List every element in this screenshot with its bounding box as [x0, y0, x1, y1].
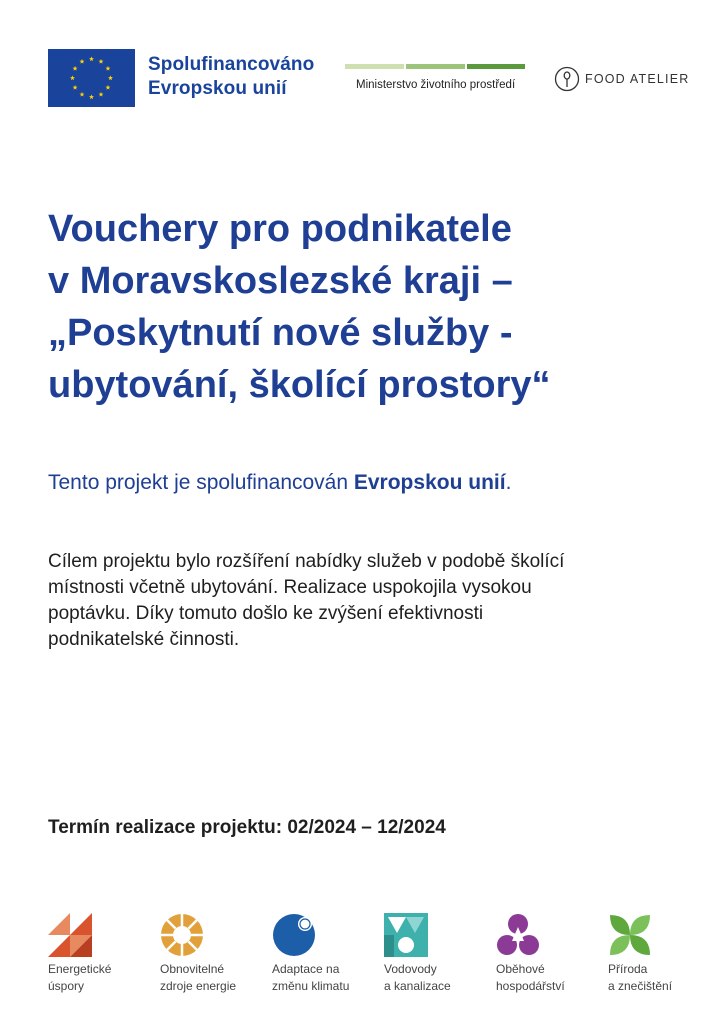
topic-label	[384, 961, 451, 995]
eu-star	[70, 75, 75, 80]
eu-label-line1: Spolufinancováno	[148, 54, 315, 75]
food-atelier-name: FOOD ATELIER	[585, 72, 690, 86]
spoon-icon	[554, 66, 580, 92]
eu-star	[73, 66, 78, 71]
topic-icons-row	[0, 905, 722, 1015]
cofunding-statement	[48, 471, 511, 495]
topic-label	[272, 961, 349, 995]
ministry-name: Ministerstvo životního prostředí	[356, 79, 516, 91]
eu-star	[73, 85, 78, 90]
energy-savings-icon	[48, 913, 92, 957]
renewable-energy-icon	[160, 913, 204, 957]
ministry-logo	[345, 64, 525, 104]
topic-label-line2: hospodářství	[496, 979, 565, 993]
topic-renewable-energy	[160, 905, 272, 1005]
topic-label-line1: Adaptace na	[272, 962, 340, 976]
eu-label-line2: Evropskou unií	[148, 78, 287, 99]
title-line1: Vouchery pro podnikatele	[48, 208, 512, 250]
topic-label-line2: úspory	[48, 979, 85, 993]
topic-label	[496, 961, 565, 995]
cofunding-emphasis: Evropskou unií	[353, 471, 506, 494]
topic-label-line1: Obnovitelné	[160, 962, 225, 976]
description-line3: poptávku. Díky tomuto došlo ke zvýšení efektivnosti	[48, 603, 484, 624]
eu-star	[105, 66, 110, 71]
nature-pollution-icon	[608, 913, 652, 957]
title-line3: „Poskytnutí nové služby -	[48, 312, 513, 354]
topic-label-line1: Oběhové	[496, 962, 545, 976]
topic-label	[48, 961, 111, 995]
eu-cofinanced-label	[148, 53, 314, 101]
project-term: Termín realizace projektu: 02/2024 – 12/2024	[48, 817, 446, 838]
eu-stars	[48, 49, 135, 107]
eu-star	[80, 92, 85, 97]
cofunding-suffix: .	[505, 471, 512, 494]
eu-star	[99, 92, 104, 97]
circular-economy-icon	[496, 913, 540, 957]
climate-adaptation-icon	[272, 913, 316, 957]
topic-label-line2: a znečištění	[608, 979, 673, 993]
eu-star	[89, 56, 94, 61]
water-sewer-icon	[384, 913, 428, 957]
topic-label-line2: změnu klimatu	[272, 979, 350, 993]
eu-star	[80, 59, 85, 64]
topic-label-line1: Vodovody	[384, 962, 437, 976]
topic-label-line1: Příroda	[608, 962, 648, 976]
description-line4: podnikatelské činnosti.	[48, 629, 240, 650]
topic-water-sewer	[384, 905, 496, 1005]
description-line1: Cílem projektu bylo rozšíření nabídky služeb v podobě školící	[48, 551, 565, 572]
cofunding-prefix: Tento projekt je spolufinancován	[48, 471, 354, 494]
project-description	[48, 549, 688, 653]
title-line2: v Moravskoslezské kraji –	[48, 260, 513, 302]
ministry-bar-light	[345, 64, 404, 69]
topic-label-line2: zdroje energie	[160, 979, 237, 993]
eu-star	[99, 59, 104, 64]
title-line4: ubytování, školící prostory“	[48, 364, 551, 406]
topic-label-line2: a kanalizace	[384, 979, 451, 993]
ministry-bar-mid	[406, 64, 465, 69]
topic-energy-savings	[48, 905, 160, 1005]
ministry-bar-dark	[467, 64, 525, 69]
eu-flag-icon	[48, 49, 135, 107]
topic-label	[160, 961, 236, 995]
logo-header	[0, 0, 722, 120]
topic-climate-adaptation	[272, 905, 384, 1005]
page-title	[48, 203, 688, 411]
topic-circular-economy	[496, 905, 608, 1005]
topic-nature-pollution	[608, 905, 720, 1005]
topic-label-line1: Energetické	[48, 962, 112, 976]
topic-label	[608, 961, 672, 995]
eu-star	[89, 94, 94, 99]
description-line2: místnosti včetně ubytování. Realizace uspokojila vysokou	[48, 577, 532, 598]
eu-star	[108, 75, 113, 80]
eu-star	[105, 85, 110, 90]
